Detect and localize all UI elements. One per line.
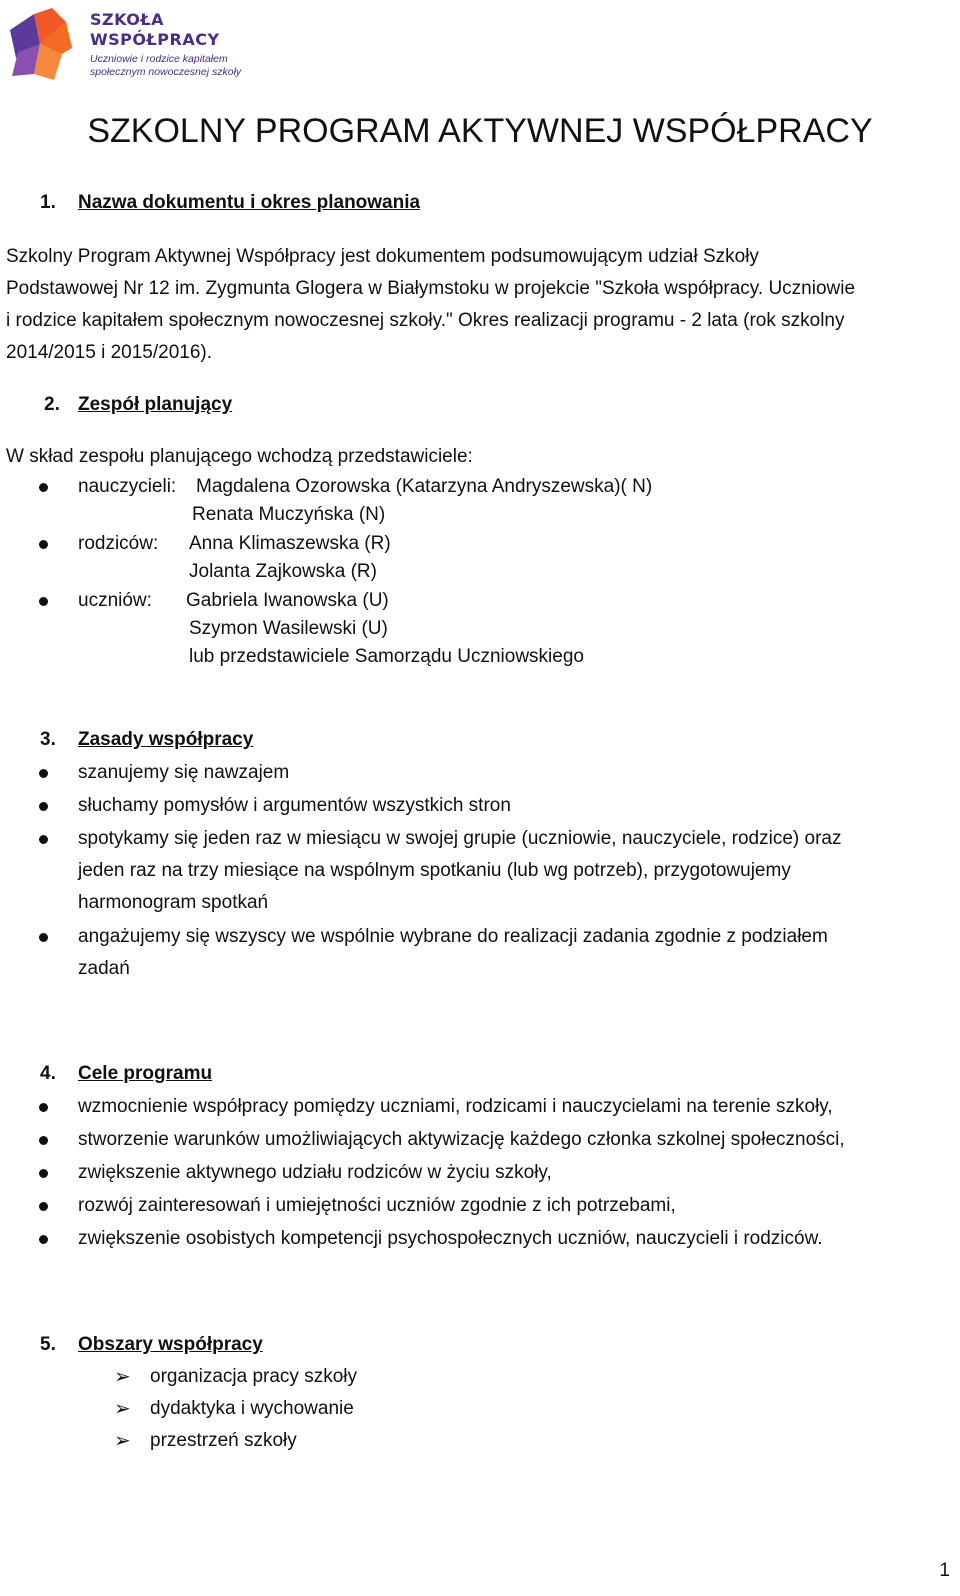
teachers-label: nauczycieli: [78,476,177,497]
section4-heading: Cele programu [78,1063,213,1084]
rule-item-continued: harmonogram spotkań [78,892,269,913]
logo-tagline-line1: Uczniowie i rodzice kapitałem [90,53,228,65]
section1-paragraph [6,241,946,369]
page-number: 1 [939,1560,950,1581]
arrow-bullet-icon: ➢ [114,1430,131,1452]
section5-number: 5. [40,1334,56,1355]
section2-heading: Zespół planujący [78,394,233,415]
goal-item: zwiększenie aktywnego udziału rodziców w życiu szkoły, [78,1162,552,1183]
logo [4,4,244,82]
section1-line: i rodzice kapitałem społecznym nowoczesnej szkoły." Okres realizacji programu - 2 lata (rok szkolny [6,310,845,331]
rule-item: szanujemy się nawzajem [78,762,290,783]
bullet-icon [39,835,48,844]
arrow-bullet-icon: ➢ [114,1398,131,1420]
goal-item: wzmocnienie współpracy pomiędzy uczniami, rodzicami i nauczycielami na terenie szkoły, [78,1096,833,1117]
rule-item-continued: zadań [78,958,130,979]
teacher-name: Renata Muczyńska (N) [192,504,386,525]
section2-number: 2. [44,394,60,415]
goal-item: zwiększenie osobistych kompetencji psychospołecznych uczniów, nauczycieli i rodziców. [78,1228,823,1249]
parents-label: rodziców: [78,533,159,554]
bullet-icon [39,1103,48,1112]
bullet-icon [39,540,48,549]
bullet-icon [39,1202,48,1211]
section4-number: 4. [40,1063,56,1084]
parent-name: Anna Klimaszewska (R) [189,533,391,554]
bullet-icon [39,1136,48,1145]
area-item: przestrzeń szkoły [150,1430,297,1451]
section3-number: 3. [40,729,56,750]
bullet-icon [39,1235,48,1244]
section1-line: Podstawowej Nr 12 im. Zygmunta Glogera w Białymstoku w projekcie "Szkoła współpracy. Uczniowie [6,278,856,299]
rule-item-continued: jeden raz na trzy miesiące na wspólnym spotkaniu (lub wg potrzeb), przygotowujemy [78,860,791,881]
teacher-name: Magdalena Ozorowska (Katarzyna Andryszewska)( N) [196,476,653,497]
bullet-icon [39,1169,48,1178]
area-item: dydaktyka i wychowanie [150,1398,354,1419]
logo-text-line2: WSPÓŁPRACY [90,30,220,49]
section2-intro: W skład zespołu planującego wchodzą przedstawiciele: [6,446,473,467]
goal-item: rozwój zainteresowań i umiejętności uczniów zgodnie z ich potrzebami, [78,1195,676,1216]
students-label: uczniów: [78,590,152,611]
section3-heading: Zasady współpracy [78,729,254,750]
rule-item: angażujemy się wszyscy we wspólnie wybrane do realizacji zadania zgodnie z podziałem [78,926,828,947]
bullet-icon [39,933,48,942]
student-name: Szymon Wasilewski (U) [189,618,388,639]
section1-heading: Nazwa dokumentu i okres planowania [78,192,421,213]
section1-line: Szkolny Program Aktywnej Współpracy jest dokumentem podsumowującym udział Szkoły [6,246,759,267]
logo-book-icon [4,4,76,82]
section1-number: 1. [40,192,56,213]
bullet-icon [39,769,48,778]
section5-heading: Obszary współpracy [78,1334,263,1355]
logo-text-line1: SZKOŁA [90,10,165,29]
rule-item: słuchamy pomysłów i argumentów wszystkich stron [78,795,511,816]
bullet-icon [39,802,48,811]
goal-item: stworzenie warunków umożliwiających aktywizację każdego członka szkolnej społeczności, [78,1129,845,1150]
bullet-icon [39,597,48,606]
bullet-icon [39,483,48,492]
parent-name: Jolanta Zajkowska (R) [189,561,377,582]
arrow-bullet-icon: ➢ [114,1366,131,1388]
logo-tagline-line2: społecznym nowoczesnej szkoły [90,66,242,78]
section1-line: 2014/2015 i 2015/2016). [6,342,213,363]
student-name: Gabriela Iwanowska (U) [186,590,389,611]
rule-item: spotykamy się jeden raz w miesiącu w swojej grupie (uczniowie, nauczyciele, rodzice) oraz [78,828,842,849]
student-name: lub przedstawiciele Samorządu Uczniowskiego [189,646,584,667]
area-item: organizacja pracy szkoły [150,1366,357,1387]
document-title: SZKOLNY PROGRAM AKTYWNEJ WSPÓŁPRACY [87,112,873,150]
